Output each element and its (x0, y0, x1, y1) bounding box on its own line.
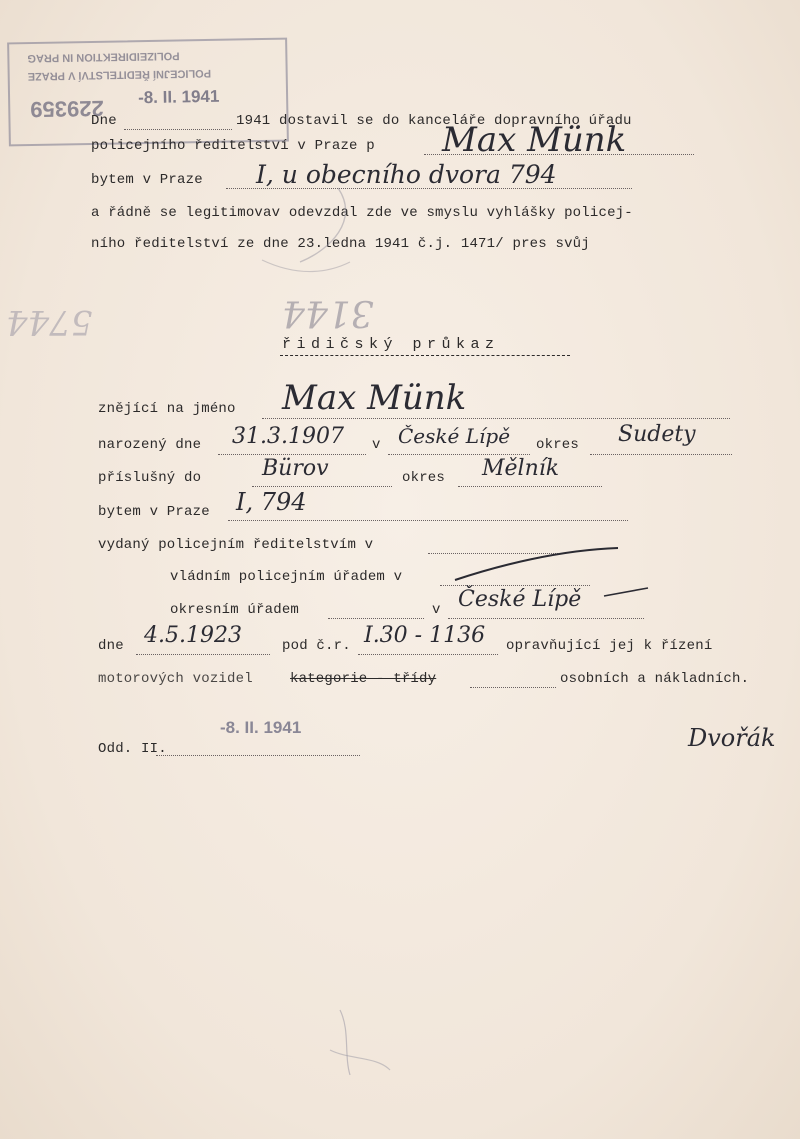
intro-line-4: a řádně se legitimovav odevzdal zde ve smyslu vyhlášky policej- (91, 205, 633, 221)
field-belong-district-label: okres (402, 470, 446, 486)
field-born-blank (218, 454, 366, 455)
field-name-value: Max Münk (282, 378, 467, 418)
stamp-date: -8. II. 1941 (137, 86, 220, 108)
signature: Dvořák (688, 724, 776, 752)
field-okr-label: okresním úřadem (170, 602, 300, 618)
field-category-text-3: osobních a nákladních. (560, 671, 750, 687)
field-issued-blank (428, 553, 566, 554)
field-auth-text: opravňující jej k řízení (506, 638, 713, 654)
marginal-number: 3144 (282, 292, 374, 333)
field-belong-district-value: Mělník (482, 456, 560, 481)
field-residence-blank (228, 520, 628, 521)
field-date-blank (136, 654, 270, 655)
field-born-in-label: v (372, 437, 381, 453)
field-born-label: narozený dne (98, 437, 202, 453)
intro-line-5: ního ředitelství ze dne 23.ledna 1941 č.j. 1471/ pres svůj (91, 236, 590, 252)
department-label: Odd. II. (98, 741, 167, 757)
field-name-label: znějící na jméno (98, 401, 236, 417)
stamp-text-2: POLICEJNÍ ŘEDITELSTVÍ V PRAZE (27, 66, 212, 83)
field-category-blank (470, 687, 556, 688)
intro-date-blank (124, 129, 232, 130)
heading-underline (280, 355, 570, 356)
field-born-in-value: České Lípě (398, 424, 511, 448)
field-okr-value: České Lípě (458, 587, 582, 612)
document-heading: řidičský průkaz (282, 336, 500, 353)
field-residence-value: I, 794 (236, 488, 307, 516)
department-blank (156, 755, 360, 756)
intro-name-blank (424, 154, 694, 155)
field-okr-v: v (432, 602, 441, 618)
intro-address-value: I, u obecního dvora 794 (256, 160, 557, 189)
intro-name-value: Max Münk (442, 120, 627, 160)
intro-line-1-prefix: Dne (91, 113, 117, 129)
intro-address-blank (226, 188, 632, 189)
field-category-text-2: kategorie - třídy (290, 671, 437, 687)
field-belong-label: příslušný do (98, 470, 202, 486)
field-born-value: 31.3.1907 (232, 424, 344, 449)
field-belong-blank (252, 486, 392, 487)
field-name-blank (262, 418, 730, 419)
intro-line-1: 1941 dostavil se do kanceláře dopravního úřadu (236, 113, 632, 129)
field-belong-value: Bürov (262, 456, 329, 481)
intro-line-2: policejního ředitelství v Praze p (91, 138, 375, 154)
marginal-left: 5744 (6, 302, 93, 342)
field-date-label: dne (98, 638, 124, 654)
field-okr-value-blank (448, 618, 644, 619)
stamp-text-1: POLIZEIDIREKTION IN PRAG (27, 49, 180, 65)
field-okr-blank (328, 618, 424, 619)
field-gov-blank (440, 585, 590, 586)
field-born-district-value: Sudety (618, 422, 696, 447)
field-num-label: pod č.r. (282, 638, 351, 654)
field-residence-label: bytem v Praze (98, 504, 210, 520)
field-category-text-1: motorových vozidel (98, 671, 253, 687)
field-num-blank (358, 654, 498, 655)
field-date-value: 4.5.1923 (144, 623, 242, 648)
office-stamp (7, 38, 289, 147)
intro-line-3: bytem v Praze (91, 172, 203, 188)
stamp-serial: 229359 (30, 95, 104, 123)
field-born-district-label: okres (536, 437, 580, 453)
date-stamp: -8. II. 1941 (220, 718, 302, 737)
field-issued-label: vydaný policejním ředitelstvím v (98, 537, 374, 553)
field-num-value: I.30 - 1136 (364, 623, 486, 648)
field-belong-district-blank (458, 486, 602, 487)
field-gov-label: vládním policejním úřadem v (170, 569, 403, 585)
field-born-in-blank (388, 454, 530, 455)
field-born-district-blank (590, 454, 732, 455)
